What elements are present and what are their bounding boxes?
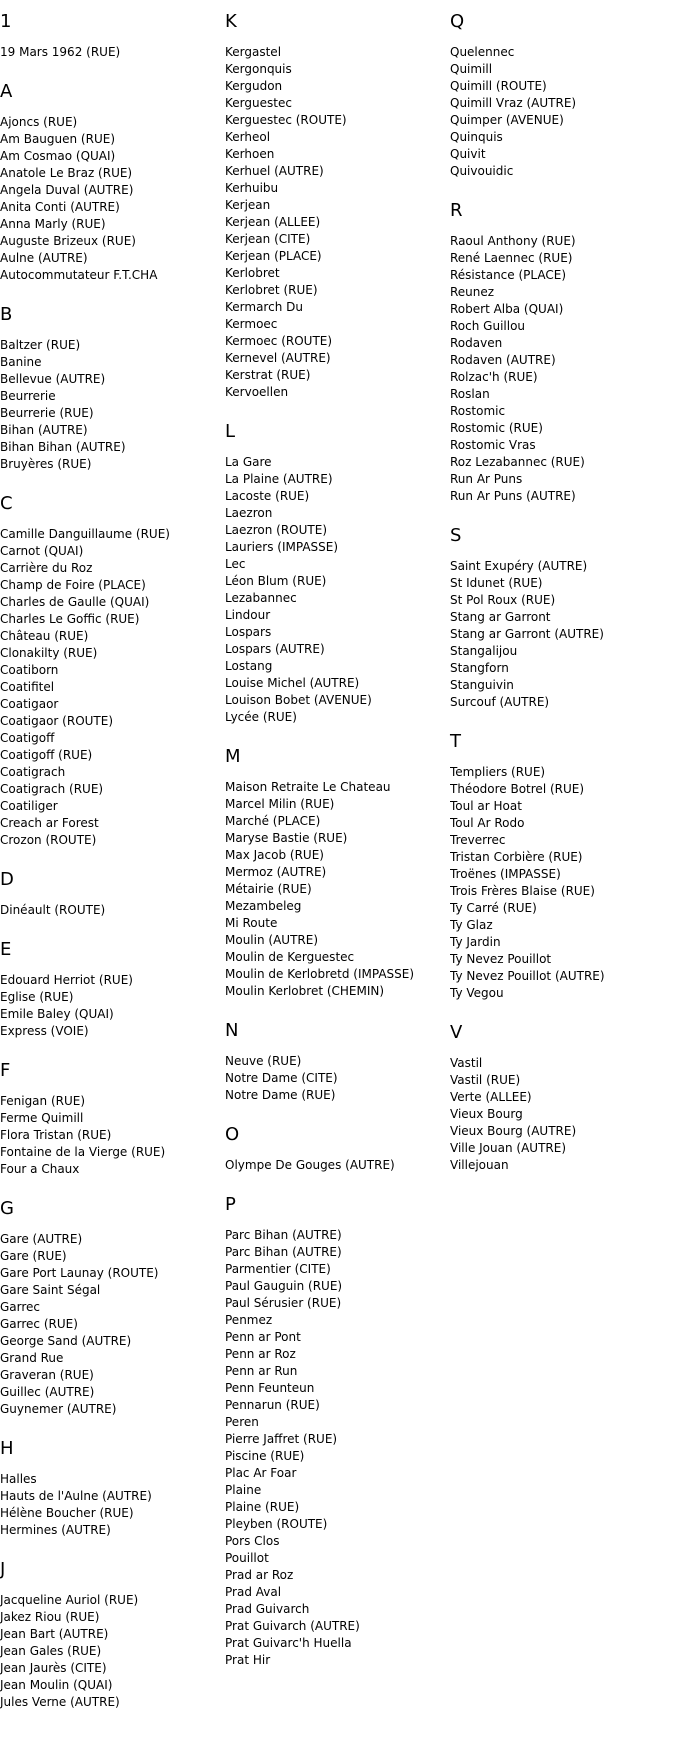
street-item: Penn ar Run — [225, 1364, 298, 1378]
street-item: Halles — [0, 1472, 37, 1486]
street-list — [0, 1231, 225, 1418]
street-item: Ty Glaz — [450, 918, 493, 932]
street-item: St Idunet (RUE) — [450, 576, 543, 590]
street-item: Beurrerie — [0, 389, 56, 403]
street-item: Gare Saint Ségal — [0, 1283, 101, 1297]
street-item: Run Ar Puns (AUTRE) — [450, 489, 576, 503]
street-item: Prat Hir — [225, 1653, 271, 1667]
street-item: Saint Exupéry (AUTRE) — [450, 559, 588, 573]
street-list — [450, 1055, 675, 1174]
street-item: Auguste Brizeux (RUE) — [0, 234, 136, 248]
street-item: Toul Ar Rodo — [450, 816, 525, 830]
street-item: Anatole Le Braz (RUE) — [0, 166, 133, 180]
street-item: Gare (RUE) — [0, 1249, 67, 1263]
street-list — [0, 337, 225, 473]
street-item: Jean Gales (RUE) — [0, 1644, 102, 1658]
street-item: Coatiliger — [0, 799, 58, 813]
letter-section — [0, 1559, 225, 1711]
letter-heading: 1 — [0, 11, 12, 32]
street-item: Kerlobret — [225, 266, 280, 280]
street-item: Prad Aval — [225, 1585, 282, 1599]
street-item: Kerhuel (AUTRE) — [225, 164, 324, 178]
street-item: Jean Moulin (QUAI) — [0, 1678, 113, 1692]
street-item: Penn ar Pont — [225, 1330, 301, 1344]
street-item: Crozon (ROUTE) — [0, 833, 97, 847]
street-item: Fenigan (RUE) — [0, 1094, 86, 1108]
street-item: Vieux Bourg — [450, 1107, 523, 1121]
street-item: Lospars (AUTRE) — [225, 642, 325, 656]
street-item: Mezambeleg — [225, 899, 302, 913]
street-item: Quimill (ROUTE) — [450, 79, 547, 93]
letter-heading: C — [0, 493, 13, 514]
street-item: Carrière du Roz — [0, 561, 93, 575]
street-item: Coatigoff — [0, 731, 55, 745]
letter-heading: S — [450, 525, 462, 546]
letter-section — [225, 421, 450, 726]
street-item: Jean Bart (AUTRE) — [0, 1627, 109, 1641]
street-item: Garrec (RUE) — [0, 1317, 78, 1331]
street-item: Ville Jouan (AUTRE) — [450, 1141, 567, 1155]
street-item: Kermoec — [225, 317, 278, 331]
letter-section — [0, 493, 225, 849]
street-item: Penmez — [225, 1313, 273, 1327]
street-item: Kerjean (CITE) — [225, 232, 311, 246]
street-item: Surcouf (AUTRE) — [450, 695, 550, 709]
street-item: René Laennec (RUE) — [450, 251, 573, 265]
street-item: Kernevel (AUTRE) — [225, 351, 331, 365]
street-item: Edouard Herriot (RUE) — [0, 973, 133, 987]
street-item: Moulin (AUTRE) — [225, 933, 318, 947]
street-item: Templiers (RUE) — [450, 765, 546, 779]
street-item: Rodaven — [450, 336, 503, 350]
street-item: Vieux Bourg (AUTRE) — [450, 1124, 577, 1138]
street-item: Kergudon — [225, 79, 283, 93]
street-item: Jean Jaurès (CITE) — [0, 1661, 107, 1675]
street-item: Plaine (RUE) — [225, 1500, 300, 1514]
street-item: Kervoellen — [225, 385, 289, 399]
street-item: Paul Gauguin (RUE) — [225, 1279, 343, 1293]
street-item: Villejouan — [450, 1158, 509, 1172]
street-item: Plaine — [225, 1483, 262, 1497]
street-item: Stanguivin — [450, 678, 514, 692]
letter-section — [0, 1198, 225, 1418]
street-item: Camille Danguillaume (RUE) — [0, 527, 170, 541]
street-item: Paul Sérusier (RUE) — [225, 1296, 342, 1310]
street-item: Anna Marly (RUE) — [0, 217, 106, 231]
street-item: Carnot (QUAI) — [0, 544, 84, 558]
street-item: Banine — [0, 355, 42, 369]
street-item: Mi Route — [225, 916, 278, 930]
street-item: Ferme Quimill — [0, 1111, 84, 1125]
street-item: La Gare — [225, 455, 272, 469]
street-item: Express (VOIE) — [0, 1024, 89, 1038]
street-item: Plac Ar Foar — [225, 1466, 297, 1480]
street-item: Quimill Vraz (AUTRE) — [450, 96, 577, 110]
street-item: Stang ar Garront — [450, 610, 551, 624]
street-item: Lospars — [225, 625, 272, 639]
street-list — [0, 972, 225, 1040]
letter-section — [0, 11, 225, 61]
street-list — [225, 1227, 450, 1669]
street-item: Prad ar Roz — [225, 1568, 294, 1582]
index-column-1 — [0, 0, 225, 1711]
street-item: Kerguestec — [225, 96, 292, 110]
street-item: Métairie (RUE) — [225, 882, 312, 896]
street-item: Pennarun (RUE) — [225, 1398, 320, 1412]
street-item: Bruyères (RUE) — [0, 457, 92, 471]
letter-heading: V — [450, 1022, 463, 1043]
street-item: Quimper (AVENUE) — [450, 113, 564, 127]
street-item: Four a Chaux — [0, 1162, 80, 1176]
street-item: Bihan (AUTRE) — [0, 423, 88, 437]
street-list — [225, 1053, 450, 1104]
street-item: Coatigrach — [0, 765, 66, 779]
street-item: Jakez Riou (RUE) — [0, 1610, 100, 1624]
street-list — [0, 1592, 225, 1711]
street-item: Ty Jardin — [450, 935, 501, 949]
street-item: Tristan Corbière (RUE) — [450, 850, 583, 864]
street-item: Autocommutateur F.T.CHA — [0, 268, 158, 282]
street-item: Bihan Bihan (AUTRE) — [0, 440, 126, 454]
letter-heading: O — [225, 1124, 240, 1145]
street-item: Moulin de Kerguestec — [225, 950, 355, 964]
letter-heading: K — [225, 11, 237, 32]
street-item: Coatigrach (RUE) — [0, 782, 104, 796]
street-item: Kerjean — [225, 198, 271, 212]
letter-heading: P — [225, 1194, 236, 1215]
street-item: Roslan — [450, 387, 490, 401]
street-item: Lezabannec — [225, 591, 297, 605]
street-item: Lacoste (RUE) — [225, 489, 310, 503]
street-item: Flora Tristan (RUE) — [0, 1128, 112, 1142]
street-item: Maryse Bastie (RUE) — [225, 831, 348, 845]
street-item: Laezron — [225, 506, 273, 520]
street-item: Lostang — [225, 659, 273, 673]
street-item: Robert Alba (QUAI) — [450, 302, 564, 316]
street-item: Kerstrat (RUE) — [225, 368, 311, 382]
street-item: Pouillot — [225, 1551, 269, 1565]
street-list — [225, 779, 450, 1000]
street-item: Coatigoff (RUE) — [0, 748, 93, 762]
street-item: Lec — [225, 557, 246, 571]
letter-heading: R — [450, 200, 463, 221]
street-item: Anita Conti (AUTRE) — [0, 200, 120, 214]
street-item: Gare (AUTRE) — [0, 1232, 83, 1246]
street-item: Résistance (PLACE) — [450, 268, 566, 282]
street-item: Ty Nevez Pouillot — [450, 952, 552, 966]
street-item: Rostomic — [450, 404, 506, 418]
letter-section — [0, 81, 225, 284]
street-item: Treverrec — [450, 833, 506, 847]
street-item: Louison Bobet (AVENUE) — [225, 693, 372, 707]
street-item: Notre Dame (CITE) — [225, 1071, 338, 1085]
street-item: Léon Blum (RUE) — [225, 574, 327, 588]
street-item: Ty Carré (RUE) — [450, 901, 537, 915]
letter-section — [225, 746, 450, 1000]
street-item: Quelennec — [450, 45, 515, 59]
letter-heading: T — [450, 731, 461, 752]
street-item: Max Jacob (RUE) — [225, 848, 324, 862]
letter-section — [450, 525, 675, 711]
street-item: Raoul Anthony (RUE) — [450, 234, 576, 248]
street-list — [0, 1471, 225, 1539]
street-item: Laezron (ROUTE) — [225, 523, 327, 537]
street-item: Coatiborn — [0, 663, 59, 677]
street-item: Troënes (IMPASSE) — [450, 867, 561, 881]
street-item: Charles Le Goffic (RUE) — [0, 612, 140, 626]
street-item: Prat Guivarc'h Huella — [225, 1636, 352, 1650]
street-list — [0, 114, 225, 284]
street-item: Trois Frères Blaise (RUE) — [450, 884, 595, 898]
street-item: Kerheol — [225, 130, 271, 144]
street-item: Marché (PLACE) — [225, 814, 321, 828]
street-item: St Pol Roux (RUE) — [450, 593, 556, 607]
street-item: Marcel Milin (RUE) — [225, 797, 335, 811]
street-item: Notre Dame (RUE) — [225, 1088, 336, 1102]
street-item: Beurrerie (RUE) — [0, 406, 94, 420]
letter-heading: B — [0, 304, 13, 325]
street-item: Maison Retraite Le Chateau — [225, 780, 391, 794]
street-item: Lycée (RUE) — [225, 710, 297, 724]
street-item: Ty Vegou — [450, 986, 504, 1000]
street-item: Kerhuibu — [225, 181, 279, 195]
street-item: Lindour — [225, 608, 271, 622]
street-item: Gare Port Launay (ROUTE) — [0, 1266, 159, 1280]
street-item: Moulin de Kerlobretd (IMPASSE) — [225, 967, 415, 981]
letter-section — [0, 1438, 225, 1539]
street-list — [0, 902, 225, 919]
street-item: Clonakilty (RUE) — [0, 646, 98, 660]
street-item: Kerhoen — [225, 147, 275, 161]
letter-heading: M — [225, 746, 241, 767]
street-item: Piscine (RUE) — [225, 1449, 305, 1463]
letter-heading: F — [0, 1060, 11, 1081]
street-item: Théodore Botrel (RUE) — [450, 782, 585, 796]
street-item: Am Bauguen (RUE) — [0, 132, 115, 146]
street-item: Coatifitel — [0, 680, 55, 694]
street-item: Kerjean (ALLEE) — [225, 215, 321, 229]
street-item: Rostomic Vras — [450, 438, 536, 452]
street-item: Vastil — [450, 1056, 483, 1070]
letter-section — [450, 731, 675, 1002]
street-item: Stangalijou — [450, 644, 518, 658]
street-item: Am Cosmao (QUAI) — [0, 149, 116, 163]
street-item: Charles de Gaulle (QUAI) — [0, 595, 150, 609]
letter-section — [0, 1060, 225, 1178]
street-item: Neuve (RUE) — [225, 1054, 302, 1068]
letter-heading: D — [0, 869, 14, 890]
letter-section — [450, 11, 675, 180]
street-item: Quinquis — [450, 130, 503, 144]
street-list — [0, 1093, 225, 1178]
street-item: Coatigaor (ROUTE) — [0, 714, 114, 728]
letter-section — [225, 11, 450, 401]
street-item: Verte (ALLEE) — [450, 1090, 532, 1104]
index-column-3 — [450, 0, 675, 1174]
street-item: Olympe De Gouges (AUTRE) — [225, 1158, 395, 1172]
street-item: Prat Guivarch (AUTRE) — [225, 1619, 360, 1633]
street-item: Rolzac'h (RUE) — [450, 370, 538, 384]
street-item: Quimill — [450, 62, 493, 76]
street-item: Jules Verne (AUTRE) — [0, 1695, 120, 1709]
letter-section — [0, 869, 225, 919]
street-item: Toul ar Hoat — [450, 799, 522, 813]
letter-heading: G — [0, 1198, 14, 1219]
street-item: Hermines (AUTRE) — [0, 1523, 111, 1537]
street-list — [450, 558, 675, 711]
street-item: Roz Lezabannec (RUE) — [450, 455, 585, 469]
street-item: Ajoncs (RUE) — [0, 115, 78, 129]
street-item: Reunez — [450, 285, 495, 299]
street-item: Parc Bihan (AUTRE) — [225, 1228, 342, 1242]
street-list — [225, 454, 450, 726]
street-list — [0, 44, 225, 61]
street-item: Kerjean (PLACE) — [225, 249, 322, 263]
street-item: Creach ar Forest — [0, 816, 99, 830]
street-item: Penn Feunteun — [225, 1381, 315, 1395]
street-item: Mermoz (AUTRE) — [225, 865, 327, 879]
street-list — [450, 764, 675, 1002]
street-item: Parmentier (CITE) — [225, 1262, 331, 1276]
letter-heading: H — [0, 1438, 14, 1459]
street-item: Angela Duval (AUTRE) — [0, 183, 134, 197]
street-item: Guynemer (AUTRE) — [0, 1402, 117, 1416]
street-item: Lauriers (IMPASSE) — [225, 540, 339, 554]
street-item: Pierre Jaffret (RUE) — [225, 1432, 338, 1446]
street-item: Ty Nevez Pouillot (AUTRE) — [450, 969, 605, 983]
street-item: Roch Guillou — [450, 319, 526, 333]
letter-section — [0, 939, 225, 1040]
letter-section — [450, 1022, 675, 1174]
street-list — [0, 526, 225, 849]
street-item: Run Ar Puns — [450, 472, 523, 486]
letter-section — [225, 1194, 450, 1669]
street-item: Hélène Boucher (RUE) — [0, 1506, 134, 1520]
street-item: Eglise (RUE) — [0, 990, 74, 1004]
letter-section — [450, 200, 675, 505]
index-column-2 — [225, 0, 450, 1669]
street-item: Garrec — [0, 1300, 41, 1314]
street-item: Peren — [225, 1415, 259, 1429]
letter-section — [225, 1020, 450, 1104]
letter-heading: N — [225, 1020, 239, 1041]
street-item: Stangforn — [450, 661, 509, 675]
street-item: Coatigaor — [0, 697, 59, 711]
street-item: Jacqueline Auriol (RUE) — [0, 1593, 139, 1607]
street-item: Penn ar Roz — [225, 1347, 296, 1361]
street-item: Emile Baley (QUAI) — [0, 1007, 114, 1021]
street-item: Château (RUE) — [0, 629, 89, 643]
street-item: Kergonquis — [225, 62, 292, 76]
street-item: Kergastel — [225, 45, 282, 59]
street-item: Champ de Foire (PLACE) — [0, 578, 146, 592]
street-item: Louise Michel (AUTRE) — [225, 676, 360, 690]
street-item: Kermoec (ROUTE) — [225, 334, 333, 348]
street-item: Moulin Kerlobret (CHEMIN) — [225, 984, 385, 998]
street-item: Prad Guivarch — [225, 1602, 310, 1616]
street-item: 19 Mars 1962 (RUE) — [0, 45, 121, 59]
street-list — [225, 1157, 450, 1174]
street-list — [225, 44, 450, 401]
letter-section — [0, 304, 225, 473]
street-item: Fontaine de la Vierge (RUE) — [0, 1145, 166, 1159]
street-item: Dinéault (ROUTE) — [0, 903, 106, 917]
street-item: Guillec (AUTRE) — [0, 1385, 95, 1399]
street-item: Graveran (RUE) — [0, 1368, 94, 1382]
letter-heading: L — [225, 421, 236, 442]
street-item: Vastil (RUE) — [450, 1073, 521, 1087]
letter-heading: J — [0, 1559, 6, 1580]
street-item: Aulne (AUTRE) — [0, 251, 88, 265]
letter-heading: A — [0, 81, 13, 102]
street-item: Hauts de l'Aulne (AUTRE) — [0, 1489, 152, 1503]
street-item: La Plaine (AUTRE) — [225, 472, 333, 486]
street-item: Kermarch Du — [225, 300, 303, 314]
street-item: Grand Rue — [0, 1351, 64, 1365]
street-item: Pleyben (ROUTE) — [225, 1517, 328, 1531]
street-item: Quivouidic — [450, 164, 514, 178]
letter-heading: E — [0, 939, 12, 960]
street-item: Parc Bihan (AUTRE) — [225, 1245, 342, 1259]
street-item: Kerlobret (RUE) — [225, 283, 318, 297]
street-item: Quivit — [450, 147, 486, 161]
street-item: Stang ar Garront (AUTRE) — [450, 627, 604, 641]
street-item: Bellevue (AUTRE) — [0, 372, 106, 386]
letter-heading: Q — [450, 11, 465, 32]
street-item: George Sand (AUTRE) — [0, 1334, 132, 1348]
street-item: Pors Clos — [225, 1534, 280, 1548]
street-item: Kerguestec (ROUTE) — [225, 113, 347, 127]
street-item: Baltzer (RUE) — [0, 338, 81, 352]
street-list — [450, 233, 675, 505]
street-list — [450, 44, 675, 180]
street-item: Rodaven (AUTRE) — [450, 353, 556, 367]
letter-section — [225, 1124, 450, 1174]
street-item: Rostomic (RUE) — [450, 421, 543, 435]
